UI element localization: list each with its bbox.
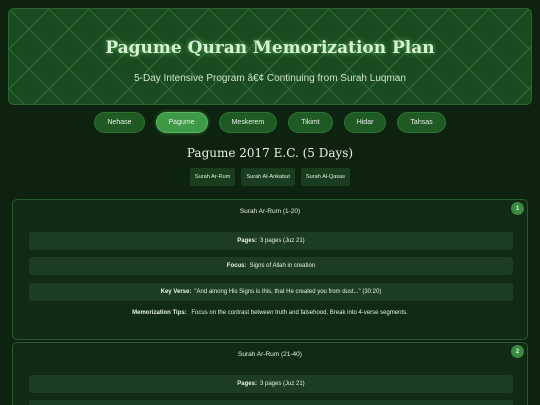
focus-label: Focus: (226, 263, 247, 269)
surah-chip: Surah Al-Ankabut (241, 168, 295, 186)
focus-row (29, 257, 513, 275)
month-tabs (0, 112, 540, 133)
day-card (12, 199, 528, 340)
surah-chips (0, 168, 540, 186)
day-heading: Surah Ar-Rum (21-40) (238, 351, 302, 358)
tab-tikimt[interactable]: Tikimt (288, 112, 332, 133)
page-header (8, 8, 532, 105)
focus-row (29, 400, 513, 405)
page-subtitle: 5-Day Intensive Program â€¢ Continuing from Surah Luqman (134, 73, 406, 84)
tab-hidar[interactable]: Hidar (344, 112, 387, 133)
focus-value: Signs of Allah in creation (249, 263, 316, 269)
tab-nehase[interactable]: Nehase (94, 112, 144, 133)
pages-label: Pages: (237, 381, 257, 387)
tips-value: Focus on the contrast between truth and falsehood. Break into 4-verse segments. (191, 310, 408, 316)
pages-row (29, 232, 513, 250)
memorization-tips (13, 310, 527, 316)
pages-row (29, 375, 513, 393)
tab-tahsas[interactable]: Tahsas (397, 112, 445, 133)
tab-pagume[interactable]: Pagume (156, 112, 208, 133)
pages-value: 3 pages (Juz 21) (259, 381, 305, 387)
surah-chip: Surah Ar-Rum (190, 168, 235, 186)
day-heading: Surah Ar-Rum (1-20) (239, 208, 301, 215)
key-verse-value: "And among His Signs is this, that He created you from dust..." (30:20) (194, 289, 382, 295)
pages-label: Pages: (237, 238, 257, 244)
plan-title: Pagume 2017 E.C. (5 Days) (186, 146, 354, 160)
day-card (12, 342, 528, 405)
day-number-badge: 1 (511, 202, 524, 215)
pages-value: 3 pages (Juz 21) (259, 238, 305, 244)
key-verse-label: Key Verse: (160, 289, 192, 295)
surah-chip: Surah Al-Qasas (301, 168, 350, 186)
day-number-badge: 2 (511, 345, 524, 358)
tips-label: Memorization Tips: (132, 310, 187, 316)
key-verse-row (29, 283, 513, 301)
page-title: Pagume Quran Memorization Plan (105, 38, 435, 58)
tab-meskerem[interactable]: Meskerem (219, 112, 278, 133)
